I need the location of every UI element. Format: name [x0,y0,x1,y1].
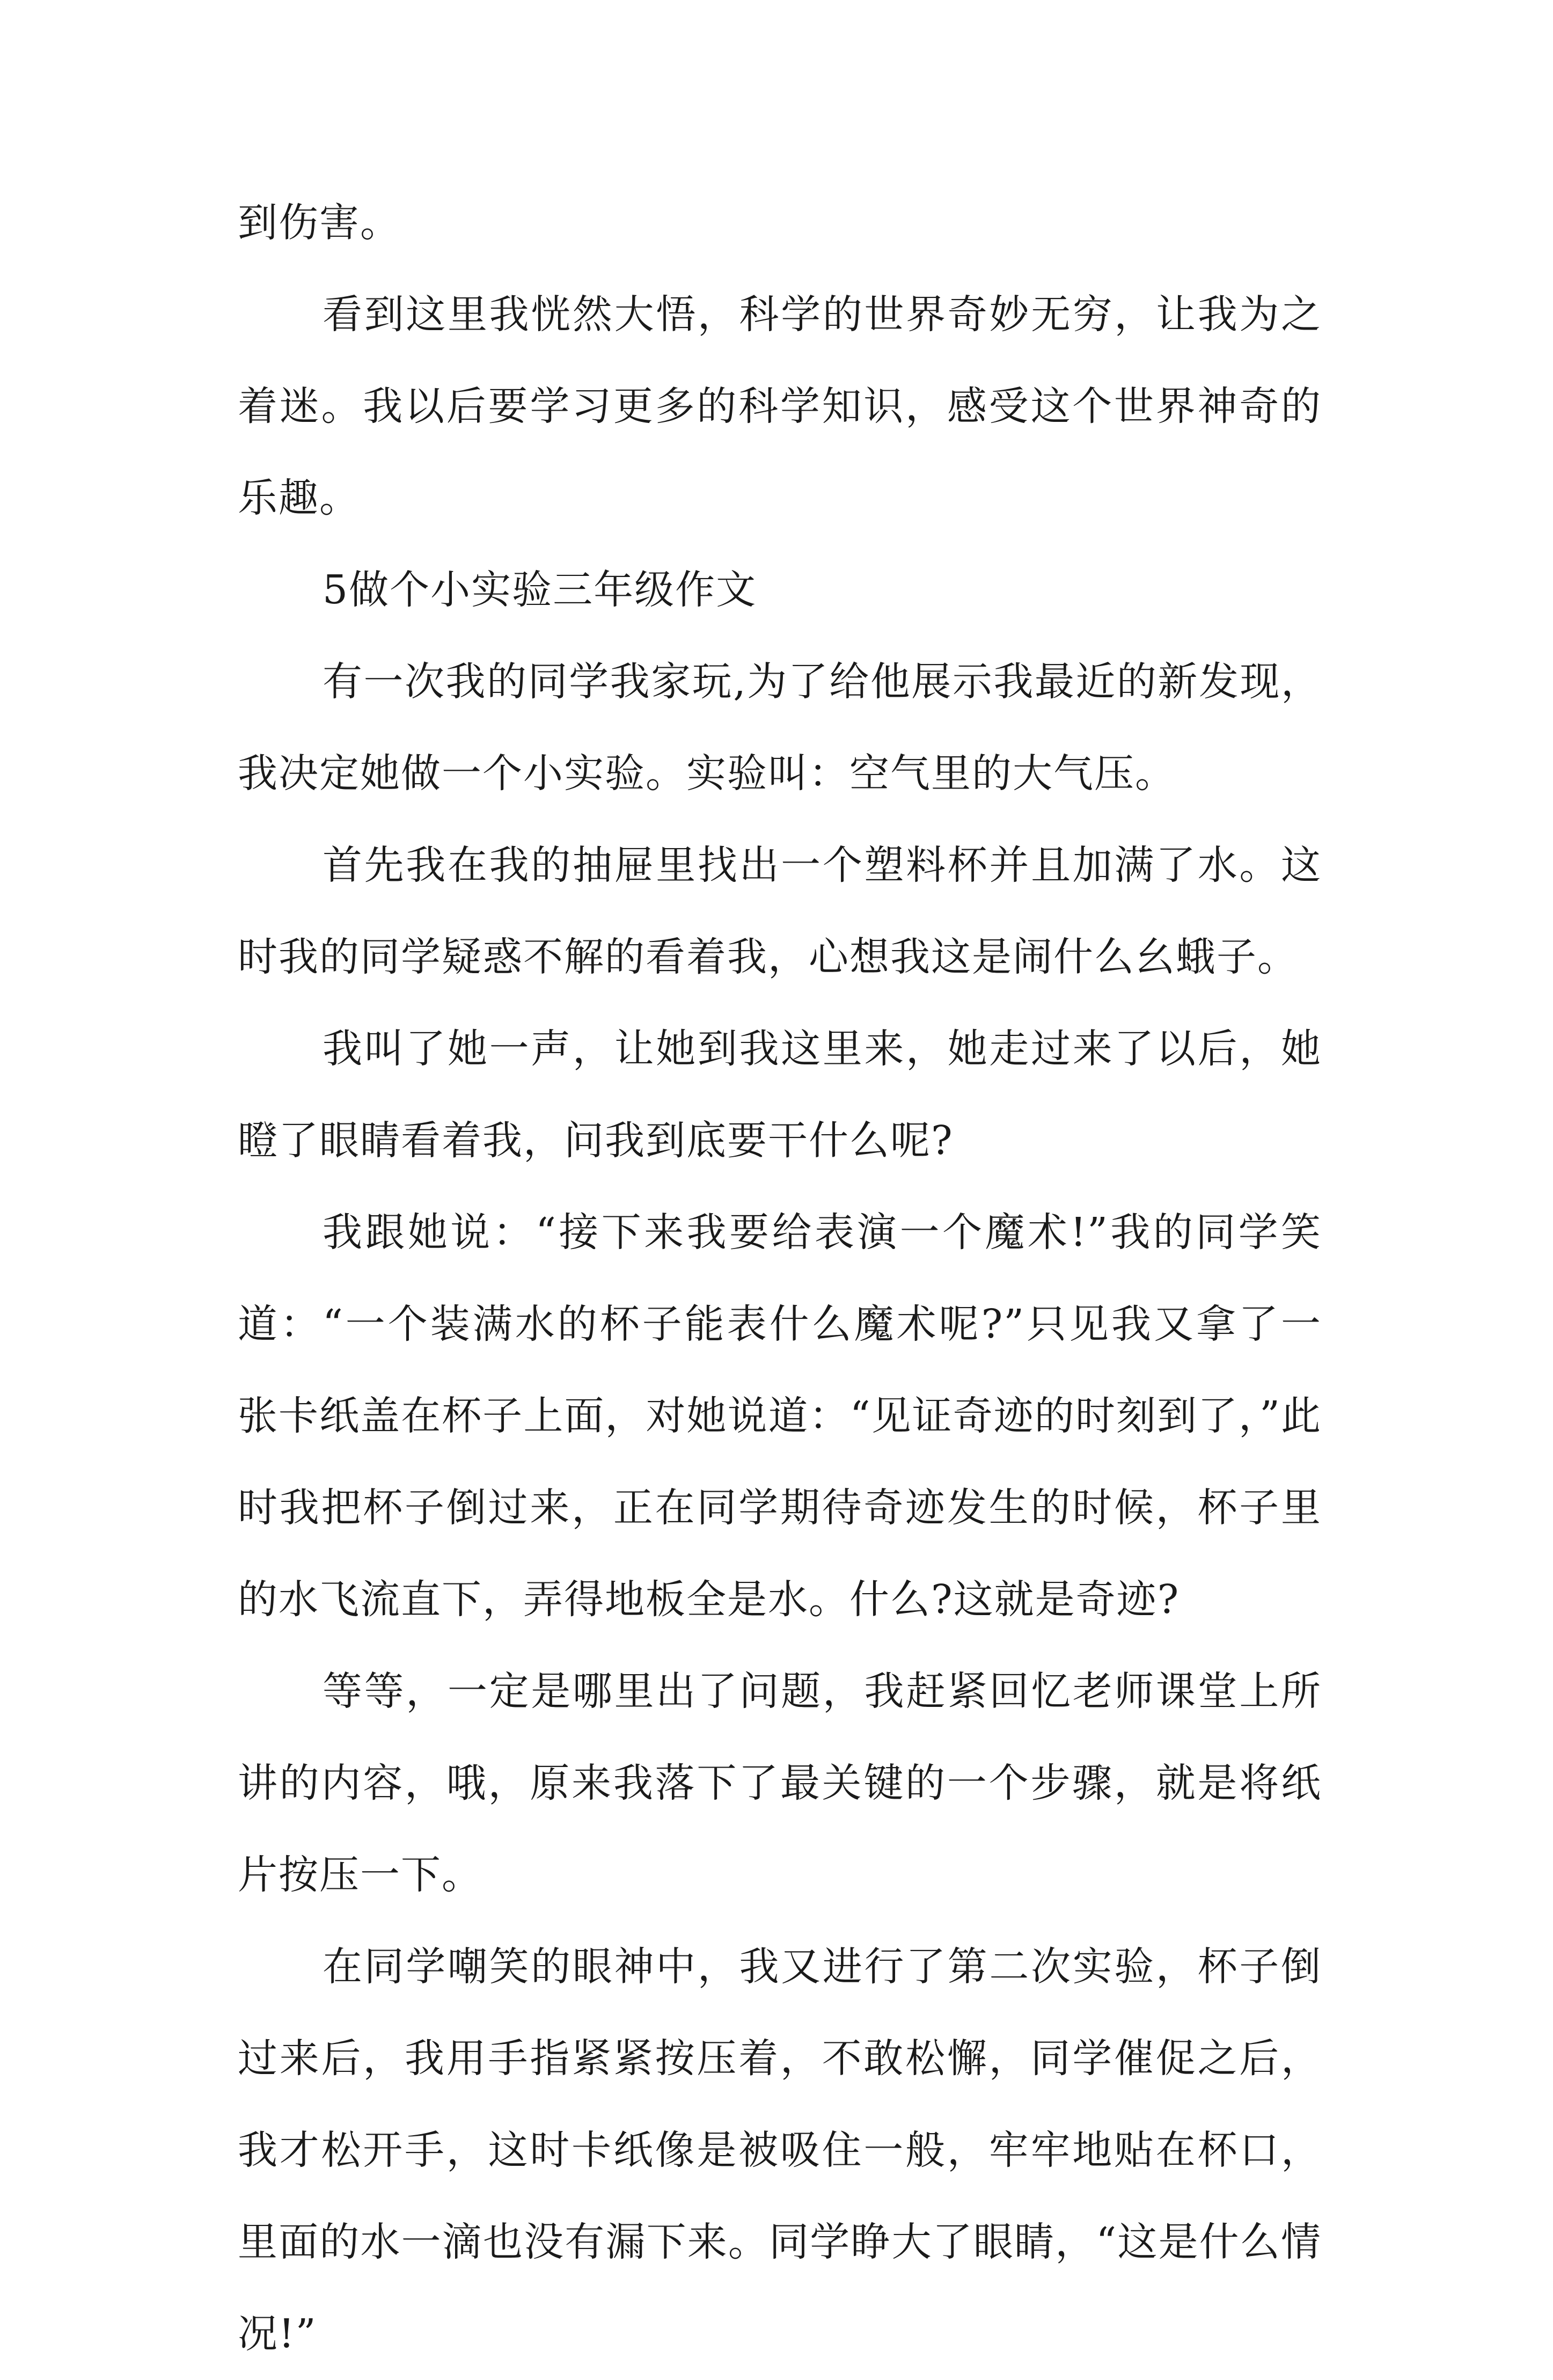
section-heading: 5做个小实验三年级作文 [323,567,757,613]
paragraph: 我跟她说：“接下来我要给表演一个魔术!”我的同学笑道：“一个装满水的杯子能表什么魔术呢?”只见我又拿了一张卡纸盖在杯子上面，对她说道：“见证奇迹的时刻到了，”此时我把杯子倒过来，正在同学期待奇迹发生的时候，杯子里的水飞流直下，弄得地板全是水。什么?这就是奇迹? [238,1209,1322,1623]
document-body [238,177,1322,2380]
paragraph: 我叫了她一声，让她到我这里来，她走过来了以后，她瞪了眼睛看着我，问我到底要干什么呢? [238,1026,1322,1164]
paragraph: 首先我在我的抽屉里找出一个塑料杯并且加满了水。这时我的同学疑惑不解的看着我，心想我这是闹什么幺蛾子。 [238,842,1322,980]
paragraph: 有一次我的同学我家玩,为了给他展示我最近的新发现，我决定她做一个小实验。实验叫：空气里的大气压。 [238,659,1322,797]
paragraph: 等等，一定是哪里出了问题，我赶紧回忆老师课堂上所讲的内容，哦，原来我落下了最关键的一个步骤，就是将纸片按压一下。 [238,1668,1322,1898]
paragraph: 在同学嘲笑的眼神中，我又进行了第二次实验，杯子倒过来后，我用手指紧紧按压着，不敢松懈，同学催促之后，我才松开手，这时卡纸像是被吸住一般，牢牢地贴在杯口，里面的水一滴也没有漏下来。同学睁大了眼睛，“这是什么情况!” [238,1944,1322,2357]
paragraph: 看到这里我恍然大悟，科学的世界奇妙无穷，让我为之着迷。我以后要学习更多的科学知识，感受这个世界神奇的乐趣。 [238,291,1322,521]
paragraph-continuation: 到伤害。 [238,200,401,246]
